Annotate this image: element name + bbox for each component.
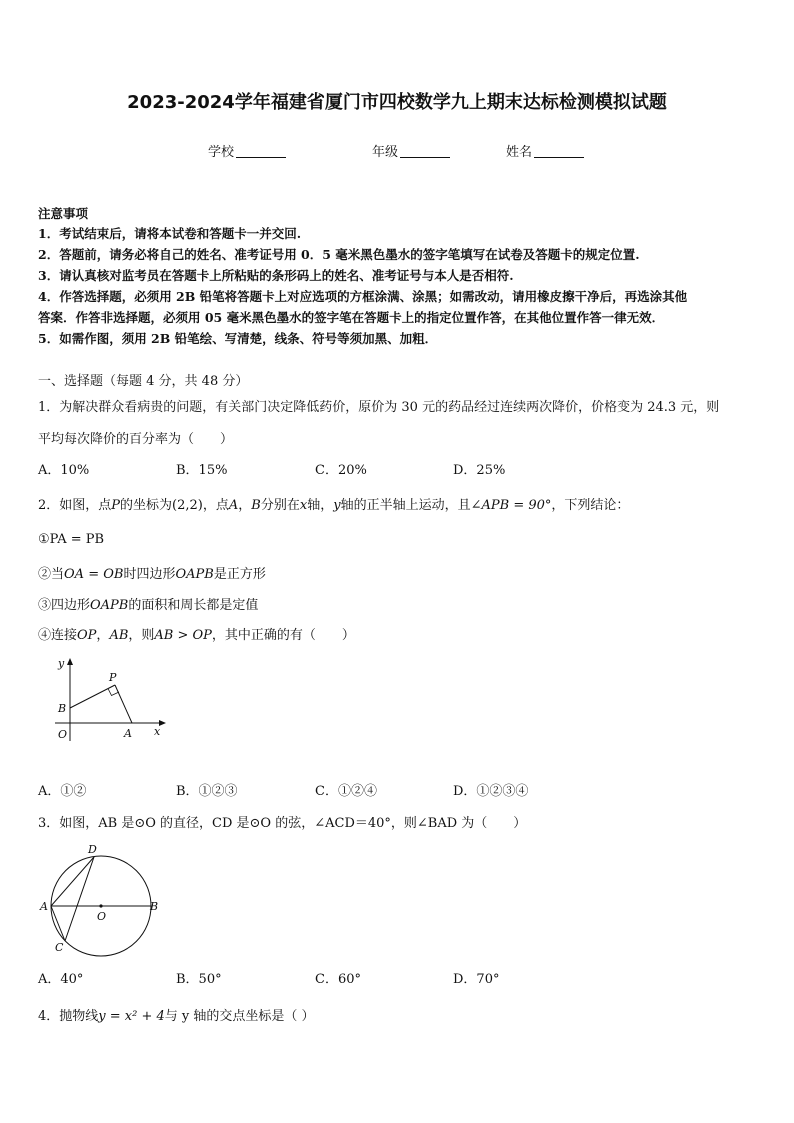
q2-statement-2: ②当OA = OB时四边形OAPB是正方形 [38,567,266,582]
q4-stem: 4．抛物线y = x² + 4与 y 轴的交点坐标是（ ） [38,1009,315,1024]
q2-statement-3: ③四边形OAPB的面积和周长都是定值 [38,598,259,613]
notice-item: 5．如需作图，须用 2B 铅笔绘、写清楚，线条、符号等须加黑、加粗． [38,331,438,346]
school-label: 学校 [208,145,235,160]
q2-option-b: B．①②③ [176,784,238,799]
label-b: B [58,702,67,715]
q1-stem-line2: 平均每次降价的百分率为（ ） [38,432,234,447]
notice-item: 4．作答选择题，必须用 2B 铅笔将答题卡上对应选项的方框涂满、涂黑；如需改动，请用橡皮擦干净后，再选涂其他 [38,289,688,304]
page-title: 2023-2024学年福建省厦门市四校数学九上期末达标检测模拟试题 [127,92,667,113]
label-o: O [58,728,68,741]
notice-heading: 注意事项 [38,206,89,221]
label-x: x [154,725,161,738]
label-y: y [58,657,65,670]
q2-statement-1: ①PA = PB [38,532,105,547]
label-o: O [97,910,107,923]
grade-label: 年级 [372,145,399,160]
grade-blank [400,145,450,158]
label-c: C [55,941,64,954]
grade-field [372,141,450,160]
chord-cd [65,857,94,941]
q3-option-b: B．50° [176,972,222,987]
section-heading: 一、选择题（每题 4 分，共 48 分） [38,374,249,389]
school-field [208,141,286,160]
q3-option-c: C．60° [315,972,361,987]
label-d: D [88,843,97,856]
name-blank [534,145,584,158]
q1-option-d: D．25% [453,463,506,478]
y-axis-arrow [67,658,73,665]
q3-option-a: A．40° [38,972,84,987]
q2-option-d: D．①②③④ [453,784,529,799]
q2-stem: 2．如图，点P的坐标为(2,2)，点A，B分别在x轴，y轴的正半轴上运动，且∠APB = 90°，下列结论： [38,498,630,513]
q2-option-a: A．①② [38,784,87,799]
center-point [99,904,102,907]
label-a: A [124,727,132,740]
notice-item: 3．请认真核对监考员在答题卡上所粘贴的条形码上的姓名、准考证号与本人是否相符. [38,268,514,283]
q1-option-c: C．20% [315,463,367,478]
school-blank [236,145,286,158]
label-b: B [150,900,159,913]
q3-figure [38,838,168,958]
name-label: 姓名 [506,145,533,160]
q1-option-a: A．10% [38,463,90,478]
label-a: A [40,900,48,913]
segment-pa [115,685,132,723]
label-p: P [109,671,117,684]
q1-stem-line1: 1．为解决群众看病贵的问题，有关部门决定降低药价，原价为 30 元的药品经过连续两次降价，价格变为 24.3 元，则 [38,400,720,415]
notice-item: 1．考试结束后，请将本试卷和答题卡一并交回. [38,226,302,241]
segment-ac [51,906,65,941]
notice-item: 2．答题前，请务必将自己的姓名、准考证号用 0．5 毫米黑色墨水的签字笔填写在试卷及答题卡的规定位置. [38,247,640,262]
q3-option-d: D．70° [453,972,500,987]
q3-stem: 3．如图，AB 是⊙O 的直径，CD 是⊙O 的弦，∠ACD＝40°，则∠BAD 为（ ） [38,816,527,831]
q2-statement-4: ④连接OP，AB，则AB > OP，其中正确的有（ ） [38,628,355,643]
q2-figure [40,655,170,745]
q2-option-c: C．①②④ [315,784,377,799]
name-field [506,141,584,160]
q1-option-b: B．15% [176,463,228,478]
notice-item: 答案．作答非选择题，必须用 05 毫米黑色墨水的签字笔在答题卡上的指定位置作答，在其他位置作答一律无效． [38,310,665,325]
